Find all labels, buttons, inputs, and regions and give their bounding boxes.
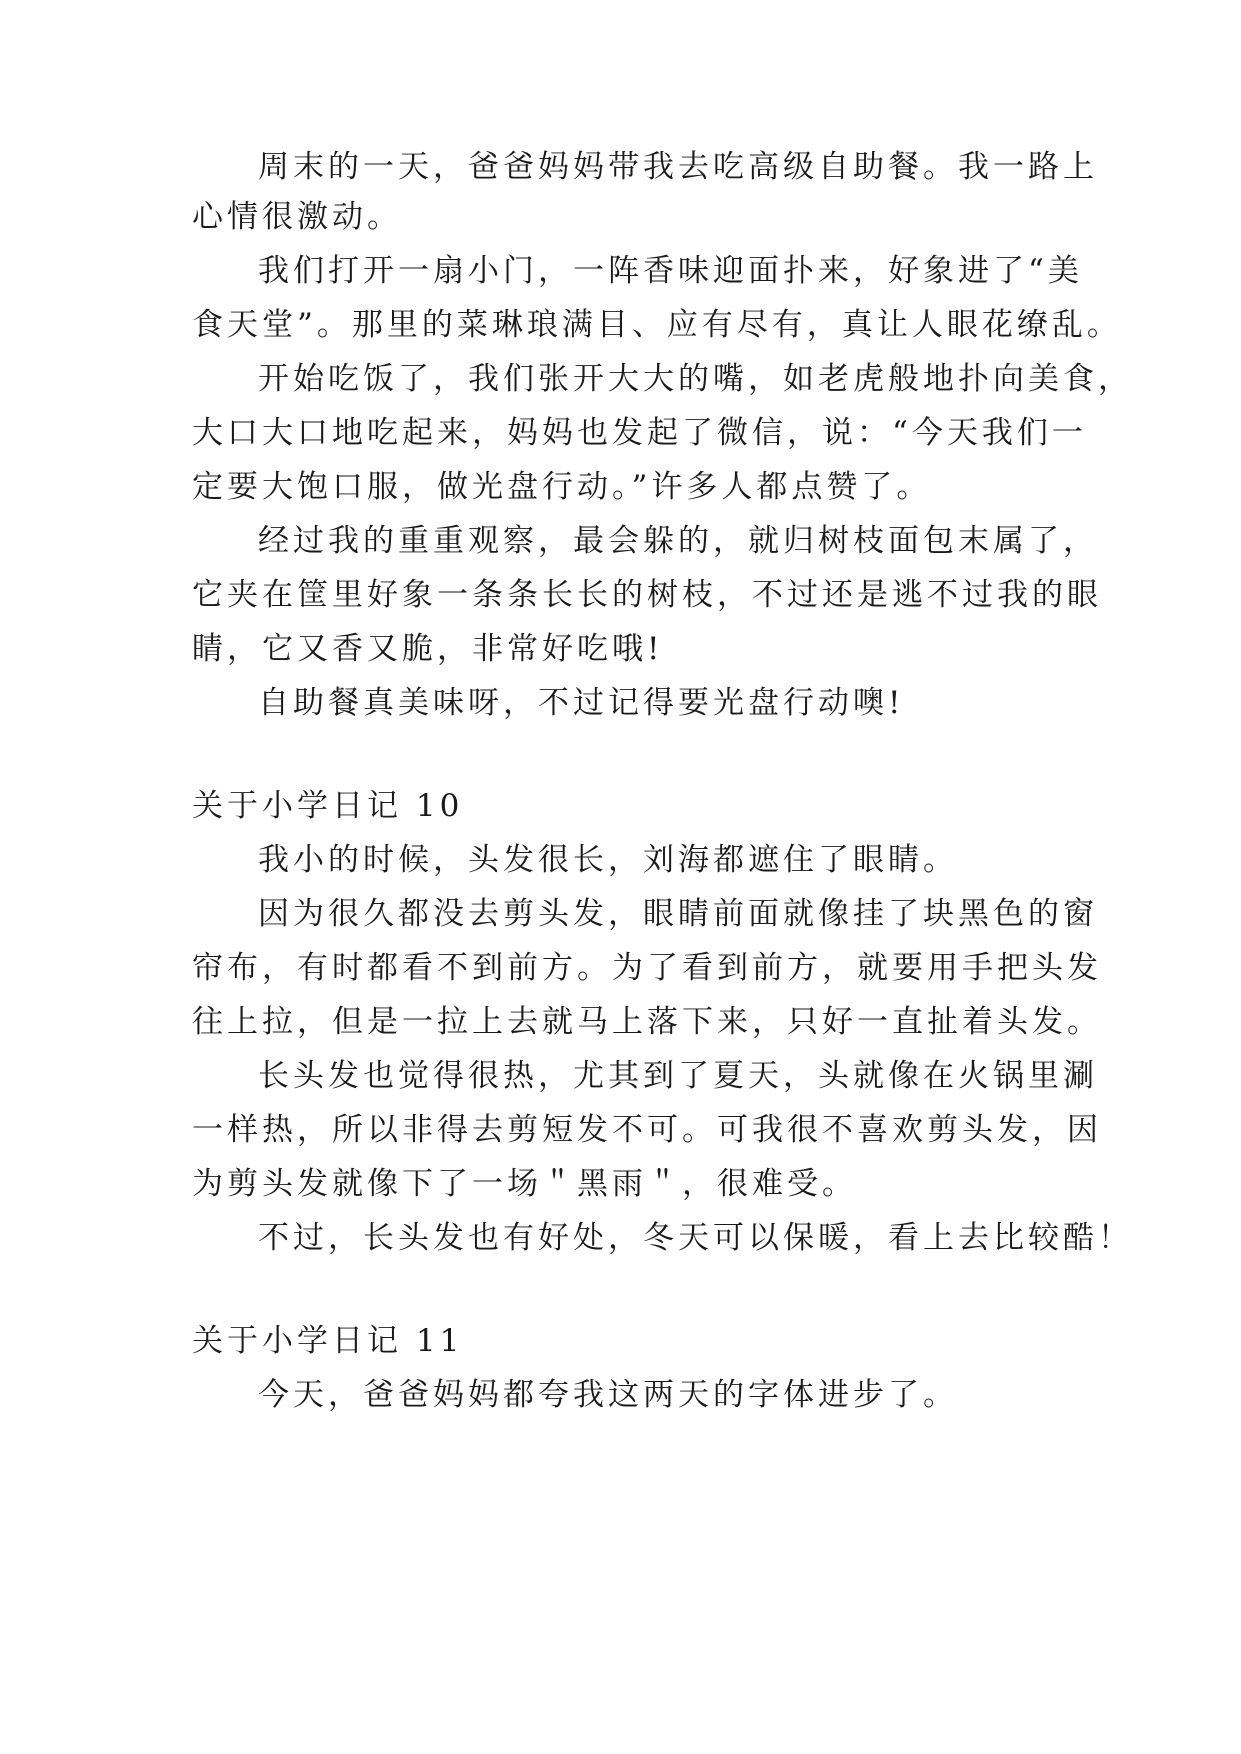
paragraph-line: 不过，长头发也有好处，冬天可以保暖，看上去比较酷！ — [258, 1220, 1133, 1256]
paragraph-line: 周末的一天，爸爸妈妈带我去吃高级自助餐。我一路上 — [258, 149, 1098, 185]
paragraph-line: 自助餐真美味呀，不过记得要光盘行动噢! — [258, 685, 905, 721]
paragraph-line: 我小的时候，头发很长，刘海都遮住了眼睛。 — [258, 842, 958, 878]
paragraph-line: 睛，它又香又脆，非常好吃哦! — [192, 631, 664, 667]
paragraph-line: 开始吃饭了，我们张开大大的嘴，如老虎般地扑向美食， — [258, 361, 1133, 397]
section-title: 关于小学日记 10 — [192, 788, 464, 824]
paragraph-line: 长头发也觉得很热，尤其到了夏天，头就像在火锅里涮 — [258, 1058, 1098, 1094]
paragraph-line: 心情很激动。 — [192, 199, 402, 235]
paragraph-line: 因为很久都没去剪头发，眼睛前面就像挂了块黑色的窗 — [258, 896, 1098, 932]
section-title: 关于小学日记 11 — [192, 1323, 464, 1359]
paragraph-line: 一样热，所以非得去剪短发不可。可我很不喜欢剪头发，因 — [192, 1112, 1102, 1148]
paragraph-line: 我们打开一扇小门，一阵香味迎面扑来，好象进了“美 — [258, 253, 1083, 289]
paragraph-line: 食天堂”。那里的菜琳琅满目、应有尽有，真让人眼花缭乱。 — [192, 307, 1122, 343]
paragraph-line: 定要大饱口服，做光盘行动。”许多人都点赞了。 — [192, 469, 932, 505]
paragraph-line: 大口大口地吃起来，妈妈也发起了微信，说：“今天我们一 — [192, 415, 1087, 451]
paragraph-line: 经过我的重重观察，最会躲的，就归树枝面包末属了， — [258, 523, 1098, 559]
paragraph-line: 为剪头发就像下了一场＂黑雨＂，很难受。 — [192, 1166, 857, 1202]
paragraph-line: 往上拉，但是一拉上去就马上落下来，只好一直扯着头发。 — [192, 1004, 1102, 1040]
paragraph-line: 它夹在筐里好象一条条长长的树枝，不过还是逃不过我的眼 — [192, 577, 1102, 613]
paragraph-line: 今天，爸爸妈妈都夸我这两天的字体进步了。 — [258, 1377, 958, 1413]
paragraph-line: 帘布，有时都看不到前方。为了看到前方，就要用手把头发 — [192, 950, 1102, 986]
